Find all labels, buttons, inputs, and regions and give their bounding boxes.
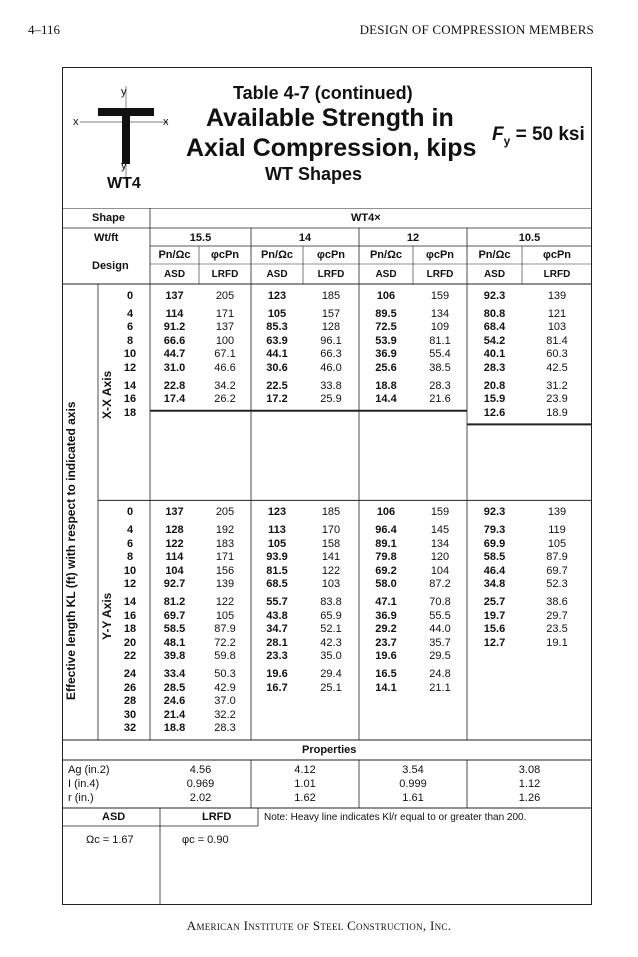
lrfd-header: LRFD <box>543 269 571 280</box>
lrfd-value: 60.3 <box>546 348 568 361</box>
property-value: 4.12 <box>294 764 316 776</box>
asd-value: 44.7 <box>163 348 186 361</box>
lrfd-value: 65.9 <box>320 609 342 622</box>
lrfd-value: 46.0 <box>320 362 342 374</box>
lrfd-value: 81.1 <box>429 334 451 347</box>
lrfd-value: 185 <box>321 290 341 302</box>
design-header: Design <box>92 260 129 272</box>
asd-value: 31.0 <box>163 362 186 374</box>
lrfd-value: 87.9 <box>546 551 568 564</box>
asd-value: 20.8 <box>483 379 506 392</box>
lrfd-value: 104 <box>430 564 450 577</box>
lrfd-value: 121 <box>547 307 567 320</box>
lrfd-value: 52.3 <box>546 578 568 591</box>
weight-2: 12 <box>406 232 420 244</box>
asd-header: ASD <box>266 269 288 280</box>
asd-value: 48.1 <box>163 636 186 649</box>
asd-value: 39.8 <box>163 650 186 663</box>
asd-value: 96.4 <box>375 524 397 536</box>
kl-value: 16 <box>123 609 137 622</box>
kl-value: 10 <box>123 348 137 361</box>
lrfd-value: 35.7 <box>429 636 451 649</box>
factor-asd-label: ASD <box>102 811 126 823</box>
kl-value: 30 <box>123 708 137 721</box>
kl-value: 32 <box>123 722 137 735</box>
factor-asd-value: Ωc = 1.67 <box>86 834 134 846</box>
asd-value: 85.3 <box>266 321 288 334</box>
lrfd-value: 34.2 <box>214 379 236 392</box>
shape-value: WT4× <box>351 212 381 224</box>
property-value: 0.999 <box>399 778 427 790</box>
asd-value: 91.2 <box>163 321 186 334</box>
asd-value: 14.1 <box>375 681 397 694</box>
asd-header: ASD <box>375 269 397 280</box>
asd-value: 28.3 <box>483 362 506 374</box>
lrfd-value: 23.9 <box>546 393 568 406</box>
asd-value: 123 <box>267 506 287 519</box>
asd-value: 81.2 <box>163 596 186 608</box>
lrfd-value: 105 <box>215 609 235 622</box>
asd-value: 47.1 <box>375 596 397 608</box>
lrfd-symbol-header: φcPn <box>425 249 455 261</box>
kl-value: 22 <box>123 650 137 663</box>
asd-value: 68.4 <box>483 321 506 334</box>
lrfd-value: 18.9 <box>546 406 568 419</box>
lrfd-value: 38.5 <box>429 362 451 374</box>
running-header: DESIGN OF COMPRESSION MEMBERS <box>359 22 594 37</box>
heavy-line-note: Note: Heavy line indicates Kl/r equal to or greater than 200. <box>264 812 527 823</box>
kl-value: 10 <box>123 564 137 577</box>
kl-value: 12 <box>123 362 137 374</box>
asd-value: 12.7 <box>483 636 506 649</box>
kl-value: 16 <box>123 393 137 406</box>
asd-value: 92.3 <box>483 290 506 302</box>
properties-header: Properties <box>302 744 357 756</box>
lrfd-value: 35.0 <box>320 650 342 663</box>
kl-value: 26 <box>123 681 137 694</box>
factor-lrfd-value: φc = 0.90 <box>182 834 229 846</box>
effective-length-axis-label: Effective length KL (ft) with respect to indicated axis <box>64 401 78 700</box>
page-number: 4–116 <box>28 22 61 37</box>
property-value: 1.61 <box>402 792 424 804</box>
lrfd-value: 66.3 <box>320 348 342 361</box>
kl-value: 18 <box>123 623 137 636</box>
asd-value: 105 <box>267 307 287 320</box>
asd-symbol-header: Pn/Ωc <box>369 249 403 261</box>
axis-x-right-label: x <box>163 116 169 128</box>
table-title-line2: Axial Compression, kips <box>186 134 477 162</box>
weight-3: 10.5 <box>518 232 541 244</box>
lrfd-value: 81.4 <box>546 334 568 347</box>
lrfd-value: 31.2 <box>546 379 568 392</box>
property-value: 1.12 <box>518 778 541 790</box>
lrfd-value: 170 <box>321 524 341 536</box>
lrfd-value: 59.8 <box>214 650 236 663</box>
lrfd-value: 145 <box>430 524 450 536</box>
asd-value: 24.6 <box>163 695 186 708</box>
property-value: 2.02 <box>189 792 212 804</box>
asd-value: 43.8 <box>266 609 288 622</box>
asd-value: 22.8 <box>163 379 186 392</box>
asd-value: 123 <box>267 290 287 302</box>
asd-value: 80.8 <box>483 307 506 320</box>
asd-value: 23.3 <box>266 650 288 663</box>
lrfd-value: 23.5 <box>546 623 568 636</box>
asd-value: 137 <box>165 290 184 302</box>
asd-value: 137 <box>165 506 184 519</box>
lrfd-header: LRFD <box>426 269 454 280</box>
lrfd-value: 33.8 <box>320 379 342 392</box>
lrfd-value: 139 <box>215 578 235 591</box>
kl-value: 8 <box>126 551 134 564</box>
lrfd-value: 171 <box>215 551 235 564</box>
asd-value: 15.9 <box>483 393 506 406</box>
asd-value: 69.2 <box>375 564 397 577</box>
lrfd-value: 192 <box>215 524 235 536</box>
lrfd-value: 55.4 <box>429 348 451 361</box>
lrfd-value: 105 <box>547 537 567 550</box>
asd-value: 18.8 <box>375 379 397 392</box>
kl-value: 20 <box>123 636 137 649</box>
axis-x-left-label: x <box>73 116 79 128</box>
lrfd-value: 205 <box>215 506 235 519</box>
property-value: 3.08 <box>518 764 541 776</box>
asd-value: 93.9 <box>266 551 288 564</box>
asd-value: 54.2 <box>483 334 506 347</box>
lrfd-value: 134 <box>430 307 450 320</box>
lrfd-value: 185 <box>321 506 341 519</box>
lrfd-value: 87.9 <box>214 623 236 636</box>
asd-value: 34.8 <box>483 578 506 591</box>
lrfd-value: 103 <box>321 578 341 591</box>
xx-axis-label: X-X Axis <box>100 370 114 419</box>
asd-value: 69.9 <box>483 537 506 550</box>
asd-value: 89.1 <box>375 537 397 550</box>
asd-value: 122 <box>165 537 184 550</box>
property-value: 3.54 <box>402 764 424 776</box>
asd-value: 69.7 <box>163 609 186 622</box>
lrfd-value: 139 <box>547 290 567 302</box>
asd-value: 29.2 <box>375 623 397 636</box>
asd-value: 106 <box>376 506 396 519</box>
lrfd-value: 55.5 <box>429 609 451 622</box>
asd-value: 25.6 <box>375 362 397 374</box>
asd-value: 30.6 <box>266 362 288 374</box>
wtft-header: Wt/ft <box>94 232 119 244</box>
lrfd-value: 29.5 <box>429 650 451 663</box>
lrfd-value: 19.1 <box>546 636 568 649</box>
asd-value: 106 <box>376 290 396 302</box>
lrfd-value: 122 <box>215 596 235 608</box>
lrfd-value: 157 <box>321 307 341 320</box>
asd-value: 36.9 <box>375 348 397 361</box>
lrfd-value: 69.7 <box>546 564 568 577</box>
lrfd-value: 134 <box>430 537 450 550</box>
kl-value: 28 <box>123 695 137 708</box>
asd-value: 46.4 <box>483 564 506 577</box>
asd-value: 58.0 <box>375 578 397 591</box>
lrfd-value: 100 <box>215 334 235 347</box>
asd-value: 34.7 <box>266 623 288 636</box>
factor-lrfd-label: LRFD <box>202 811 232 823</box>
kl-value: 6 <box>126 537 134 550</box>
lrfd-value: 21.1 <box>429 681 451 694</box>
lrfd-value: 28.3 <box>429 379 451 392</box>
asd-value: 12.6 <box>483 406 506 419</box>
asd-value: 44.1 <box>266 348 288 361</box>
kl-value: 4 <box>126 307 134 320</box>
lrfd-header: LRFD <box>211 269 239 280</box>
kl-value: 8 <box>126 334 134 347</box>
asd-value: 28.5 <box>163 681 186 694</box>
asd-value: 23.7 <box>375 636 397 649</box>
asd-symbol-header: Pn/Ωc <box>478 249 511 261</box>
kl-value: 12 <box>123 578 137 591</box>
lrfd-value: 29.7 <box>546 609 568 622</box>
weight-1: 14 <box>298 232 312 244</box>
lrfd-value: 156 <box>215 564 235 577</box>
asd-value: 89.5 <box>375 307 397 320</box>
property-label: Ag (in.2) <box>68 764 110 776</box>
lrfd-value: 171 <box>215 307 235 320</box>
lrfd-value: 141 <box>321 551 341 564</box>
asd-value: 63.9 <box>266 334 288 347</box>
asd-value: 53.9 <box>375 334 397 347</box>
kl-value: 4 <box>126 524 134 536</box>
asd-value: 81.5 <box>266 564 288 577</box>
lrfd-value: 42.9 <box>214 681 236 694</box>
lrfd-value: 139 <box>547 506 567 519</box>
asd-header: ASD <box>483 269 506 280</box>
lrfd-value: 38.6 <box>546 596 568 608</box>
asd-value: 19.6 <box>375 650 397 663</box>
lrfd-value: 137 <box>215 321 235 334</box>
lrfd-value: 205 <box>215 290 235 302</box>
lrfd-symbol-header: φcPn <box>316 249 346 261</box>
asd-value: 17.2 <box>266 393 288 406</box>
lrfd-value: 96.1 <box>320 334 342 347</box>
kl-value: 14 <box>123 379 137 392</box>
shape-figure-label: WT4 <box>107 175 141 192</box>
table-title-line1: Available Strength in <box>206 104 454 132</box>
asd-value: 58.5 <box>483 551 506 564</box>
lrfd-value: 42.5 <box>546 362 568 374</box>
lrfd-value: 159 <box>430 506 450 519</box>
property-value: 1.62 <box>294 792 316 804</box>
asd-value: 15.6 <box>483 623 506 636</box>
lrfd-value: 25.1 <box>320 681 342 694</box>
lrfd-value: 128 <box>321 321 341 334</box>
lrfd-value: 87.2 <box>429 578 451 591</box>
lrfd-symbol-header: φcPn <box>542 249 572 261</box>
lrfd-header: LRFD <box>317 269 345 280</box>
kl-value: 6 <box>126 321 134 334</box>
lrfd-value: 122 <box>321 564 341 577</box>
property-value: 1.01 <box>294 778 316 790</box>
asd-value: 92.3 <box>483 506 506 519</box>
property-label: I (in.4) <box>68 778 100 790</box>
asd-value: 21.4 <box>163 708 186 721</box>
lrfd-value: 67.1 <box>214 348 236 361</box>
lrfd-value: 24.8 <box>429 668 451 680</box>
asd-value: 19.6 <box>266 668 288 680</box>
asd-value: 28.1 <box>266 636 288 649</box>
asd-value: 114 <box>165 307 184 320</box>
asd-value: 104 <box>165 564 184 577</box>
lrfd-value: 109 <box>430 321 450 334</box>
asd-value: 16.5 <box>375 668 397 680</box>
asd-value: 40.1 <box>483 348 506 361</box>
asd-header: ASD <box>163 269 186 280</box>
yield-stress: $F_y = 50$ ksi <box>492 124 585 148</box>
property-label: r (in.) <box>68 792 94 804</box>
asd-symbol-header: Pn/Ωc <box>260 249 294 261</box>
asd-value: 14.4 <box>375 393 397 406</box>
lrfd-value: 25.9 <box>320 393 342 406</box>
lrfd-value: 183 <box>215 537 235 550</box>
lrfd-symbol-header: φcPn <box>210 249 240 261</box>
lrfd-value: 72.2 <box>214 636 236 649</box>
asd-value: 105 <box>267 537 287 550</box>
asd-value: 17.4 <box>163 393 186 406</box>
page-footer: American Institute of Steel Construction, Inc. <box>186 918 452 933</box>
lrfd-value: 52.1 <box>320 623 342 636</box>
lrfd-value: 83.8 <box>320 596 342 608</box>
asd-value: 68.5 <box>266 578 288 591</box>
asd-value: 22.5 <box>266 379 288 392</box>
lrfd-value: 119 <box>548 524 566 536</box>
asd-value: 114 <box>165 551 184 564</box>
asd-value: 25.7 <box>483 596 506 608</box>
asd-value: 36.9 <box>375 609 397 622</box>
asd-value: 128 <box>165 524 184 536</box>
asd-value: 33.4 <box>163 668 186 680</box>
lrfd-value: 158 <box>321 537 341 550</box>
axis-y-top-label: y <box>121 86 127 98</box>
asd-value: 113 <box>268 524 286 536</box>
asd-value: 66.6 <box>163 334 186 347</box>
asd-value: 19.7 <box>483 609 506 622</box>
lrfd-value: 32.2 <box>214 708 236 721</box>
asd-value: 55.7 <box>266 596 288 608</box>
lrfd-value: 44.0 <box>429 623 451 636</box>
lrfd-value: 50.3 <box>214 668 236 680</box>
lrfd-value: 42.3 <box>320 636 342 649</box>
shape-header: Shape <box>92 212 126 224</box>
lrfd-value: 37.0 <box>214 695 236 708</box>
lrfd-value: 26.2 <box>214 393 236 406</box>
kl-value: 18 <box>123 406 137 419</box>
asd-value: 18.8 <box>163 722 186 735</box>
lrfd-value: 28.3 <box>214 722 236 735</box>
axis-y-bottom-label: y <box>121 160 127 172</box>
property-value: 1.26 <box>518 792 541 804</box>
kl-value: 0 <box>126 506 134 519</box>
asd-value: 16.7 <box>266 681 288 694</box>
lrfd-value: 159 <box>430 290 450 302</box>
asd-value: 72.5 <box>375 321 397 334</box>
kl-value: 24 <box>123 668 137 680</box>
table-subtitle: WT Shapes <box>265 164 363 184</box>
lrfd-value: 29.4 <box>320 668 342 680</box>
asd-value: 92.7 <box>163 578 186 591</box>
kl-value: 0 <box>126 290 134 302</box>
lrfd-value: 70.8 <box>429 596 451 608</box>
lrfd-value: 21.6 <box>429 393 451 406</box>
lrfd-value: 46.6 <box>214 362 236 374</box>
lrfd-value: 120 <box>430 551 450 564</box>
asd-symbol-header: Pn/Ωc <box>158 249 191 261</box>
kl-value: 14 <box>123 596 137 608</box>
property-value: 4.56 <box>189 764 212 776</box>
asd-value: 79.8 <box>375 551 397 564</box>
weight-0: 15.5 <box>189 232 212 244</box>
strength-table <box>62 208 592 905</box>
yy-axis-label: Y-Y Axis <box>100 593 114 641</box>
asd-value: 79.3 <box>483 524 506 536</box>
property-value: 0.969 <box>186 778 215 790</box>
table-number: Table 4-7 (continued) <box>233 83 413 103</box>
lrfd-value: 103 <box>547 321 567 334</box>
asd-value: 58.5 <box>163 623 186 636</box>
